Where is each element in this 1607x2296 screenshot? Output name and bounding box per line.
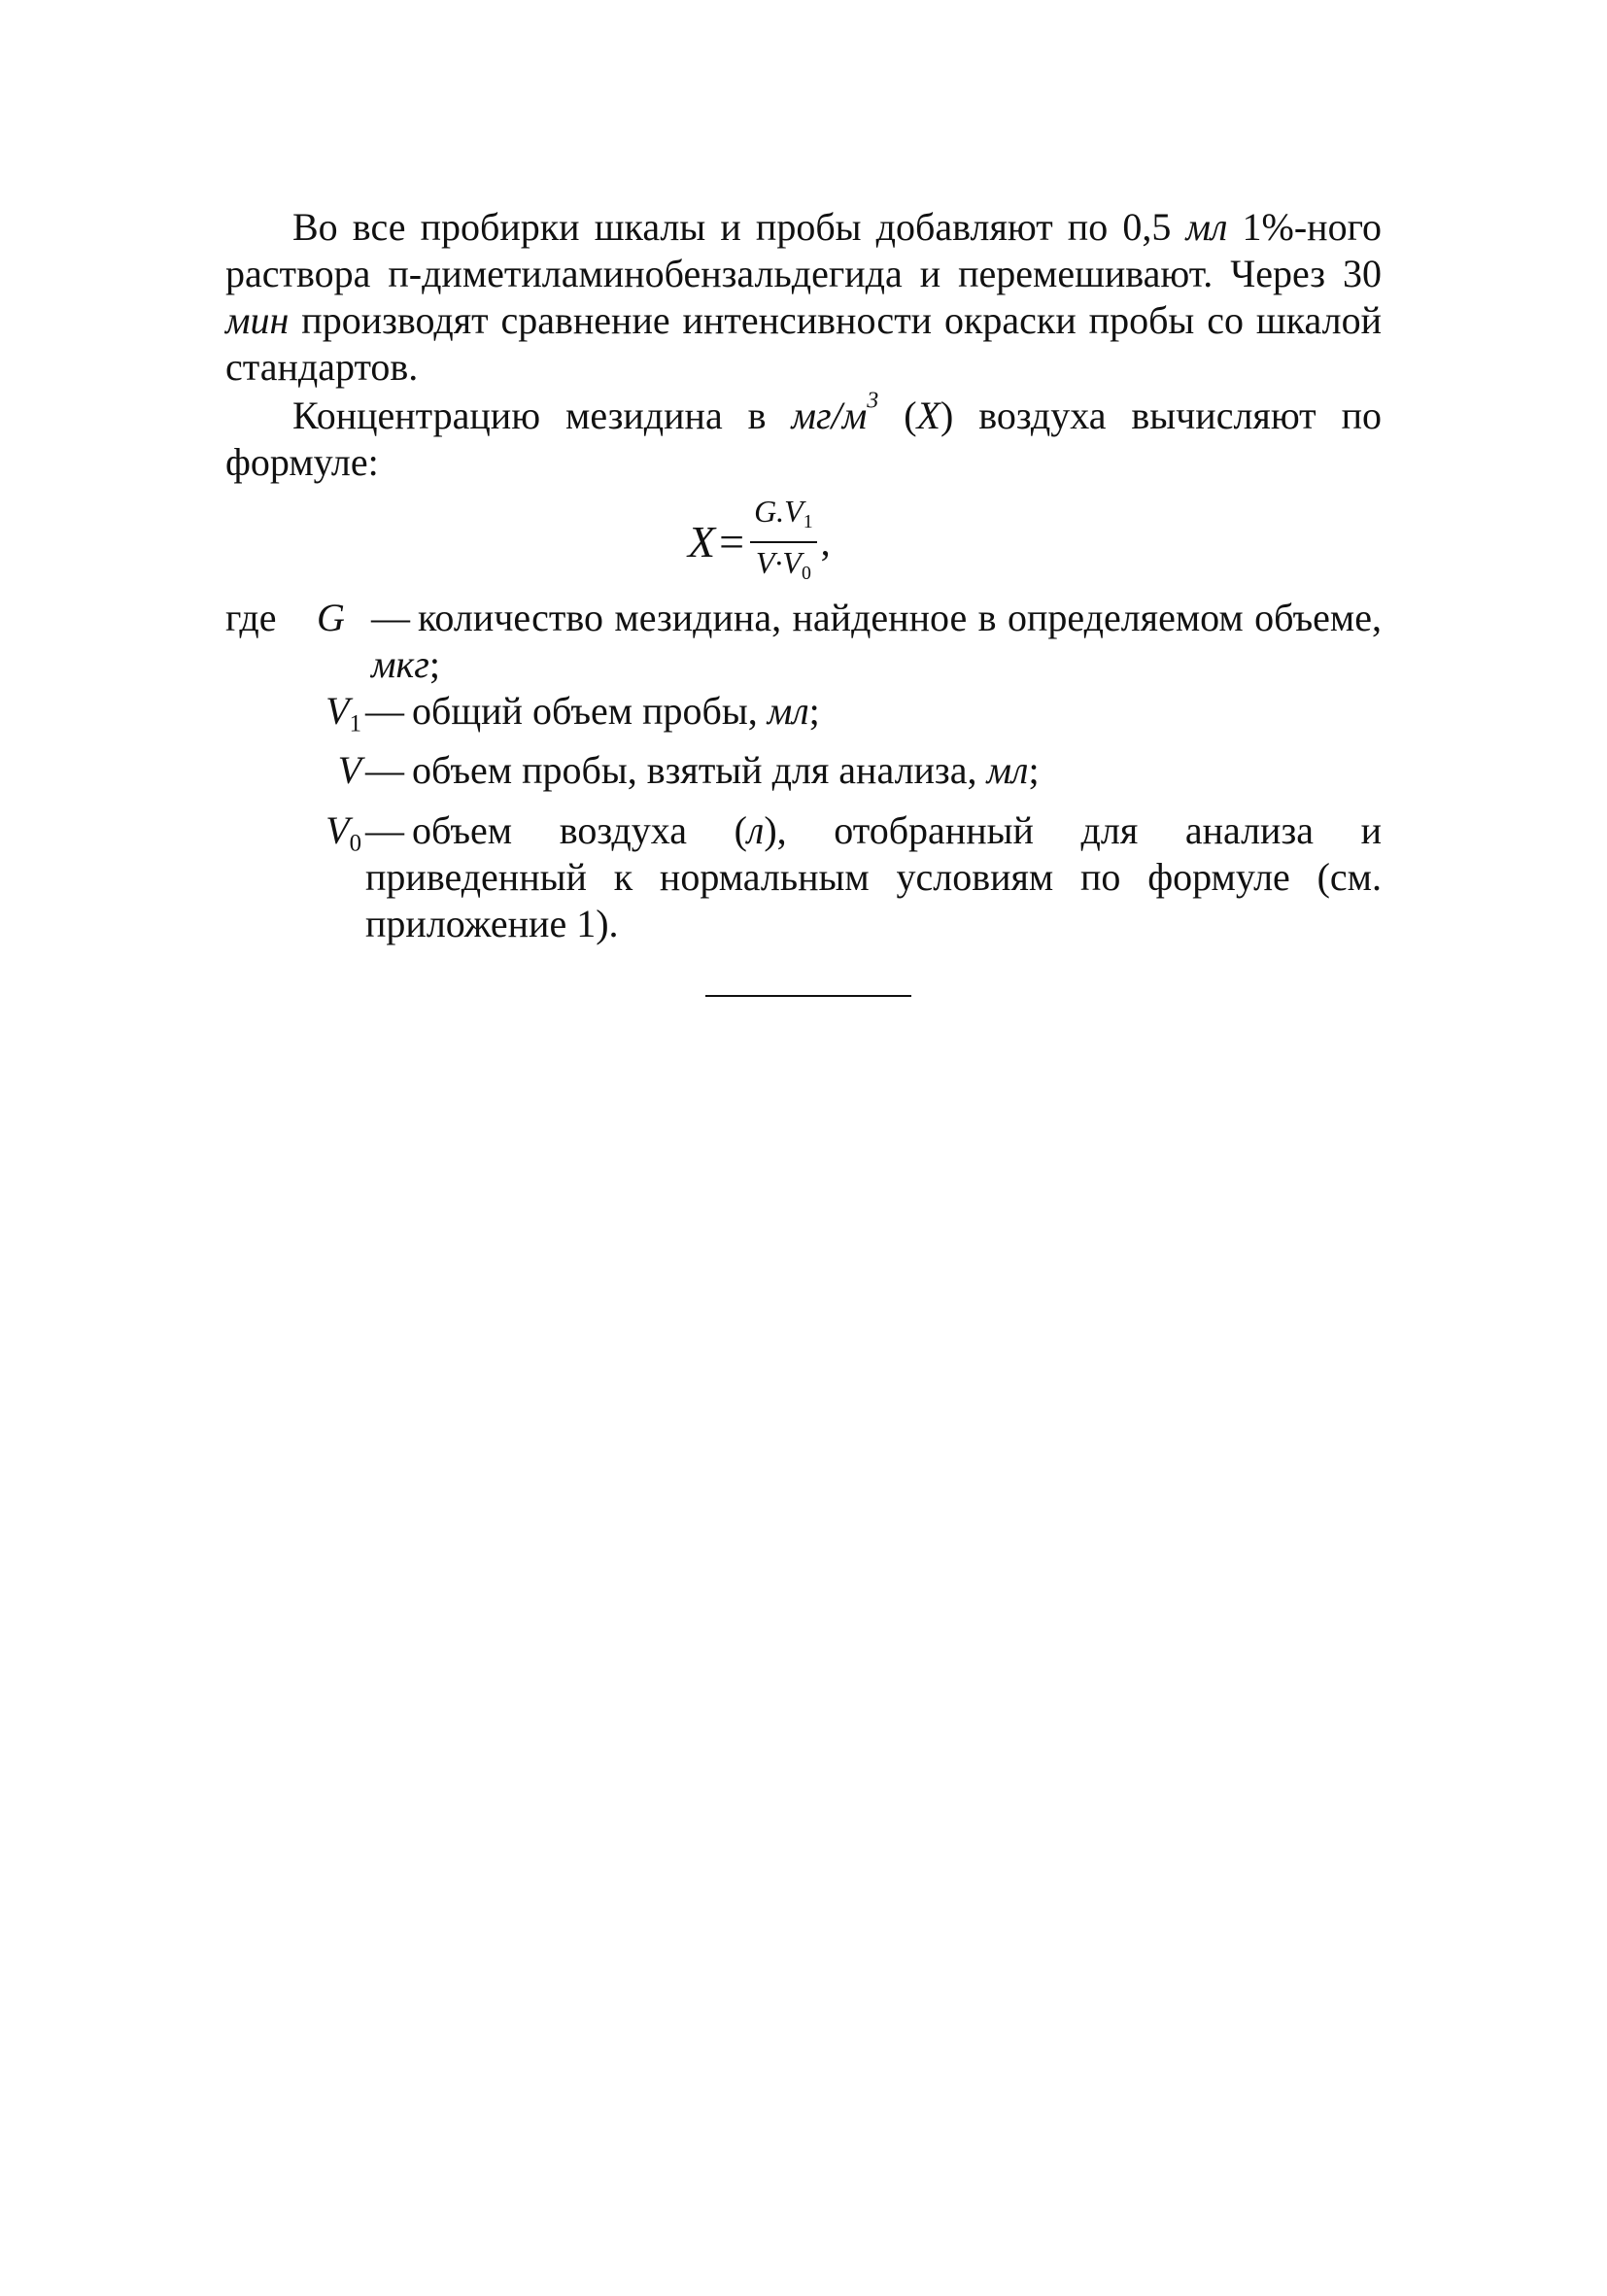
numerator-text: G.V xyxy=(754,494,804,530)
paragraph-text: Концентрацию мезидина в xyxy=(292,394,792,437)
legend-item-v1 xyxy=(225,688,1382,747)
symbol-text: V xyxy=(337,748,361,793)
unit-l: л xyxy=(746,807,765,852)
legend-definition xyxy=(365,807,1382,947)
definition-end: ; xyxy=(428,642,440,686)
definition-text: объем пробы, взятый для анализа, xyxy=(412,748,987,793)
definition-end: ; xyxy=(1028,748,1040,793)
symbol-text: G xyxy=(317,596,345,639)
definition-end: ), отобранный для анализа и приведенный к нормальным условиям по формуле (см. приложение 1). xyxy=(365,807,1383,945)
legend-symbol xyxy=(264,747,365,806)
symbol-text: V xyxy=(325,689,350,733)
paragraph-text: Во все пробирки шкалы и пробы добавляют по 0,5 xyxy=(292,205,1186,249)
definition-text: общий объем пробы, xyxy=(412,689,768,733)
legend-definition xyxy=(365,747,1382,806)
unit-power: 3 xyxy=(867,388,879,414)
formula-comma: , xyxy=(820,520,831,564)
formula-expression xyxy=(688,494,831,587)
section-divider xyxy=(705,995,911,997)
legend-dash: — xyxy=(365,689,404,733)
formula-numerator xyxy=(748,494,819,541)
definition-text: количество мезидина, найденное в определяемом объеме, xyxy=(418,596,1382,639)
legend-item-v0 xyxy=(225,807,1382,947)
legend-dash: — xyxy=(365,748,404,793)
legend-item-g xyxy=(225,595,1382,688)
paragraph-text: ( xyxy=(878,394,917,437)
legend-definition xyxy=(365,688,1382,747)
unit-mg-m3: мг/м xyxy=(791,394,868,437)
document-body xyxy=(225,204,1382,947)
symbol-subscript: 0 xyxy=(349,830,361,857)
symbol-text: V xyxy=(325,807,350,852)
formula-legend xyxy=(225,595,1382,947)
formula-equals: = xyxy=(719,517,745,566)
unit-ml: мл xyxy=(986,748,1029,793)
legend-dash: — xyxy=(371,596,410,639)
denominator-text: V·V xyxy=(755,545,802,580)
paragraph-reagent xyxy=(225,204,1382,391)
formula-lhs: X xyxy=(688,517,716,566)
legend-symbol xyxy=(264,688,365,747)
variable-x: X xyxy=(916,394,940,437)
formula-fraction xyxy=(748,494,819,591)
formula-denominator xyxy=(750,541,817,591)
legend-item-v xyxy=(225,747,1382,806)
denominator-subscript: 0 xyxy=(801,562,811,584)
paragraph-concentration xyxy=(225,388,1382,486)
legend-symbol xyxy=(317,595,371,688)
unit-mkg: мкг xyxy=(371,642,429,686)
legend-symbol xyxy=(264,807,365,947)
symbol-subscript: 1 xyxy=(349,710,361,737)
paragraph-text: 1%-ного раствора п-диметиламинобензальдегида и перемешивают. Через 30 xyxy=(225,205,1382,295)
legend-lead: где xyxy=(225,596,277,639)
definition-text: объем воздуха ( xyxy=(412,807,747,852)
legend-dash: — xyxy=(365,807,404,852)
formula xyxy=(225,494,1382,587)
legend-definition xyxy=(371,595,1382,688)
unit-ml: мл xyxy=(1185,205,1228,249)
numerator-subscript: 1 xyxy=(803,511,813,532)
unit-ml: мл xyxy=(767,689,809,733)
definition-end: ; xyxy=(808,689,820,733)
paragraph-text: ) воздуха вычисляют по формуле: xyxy=(225,394,1382,484)
paragraph-text: производят сравнение интенсивности окраски пробы со шкалой стандартов. xyxy=(225,298,1382,389)
unit-min: мин xyxy=(225,298,290,342)
